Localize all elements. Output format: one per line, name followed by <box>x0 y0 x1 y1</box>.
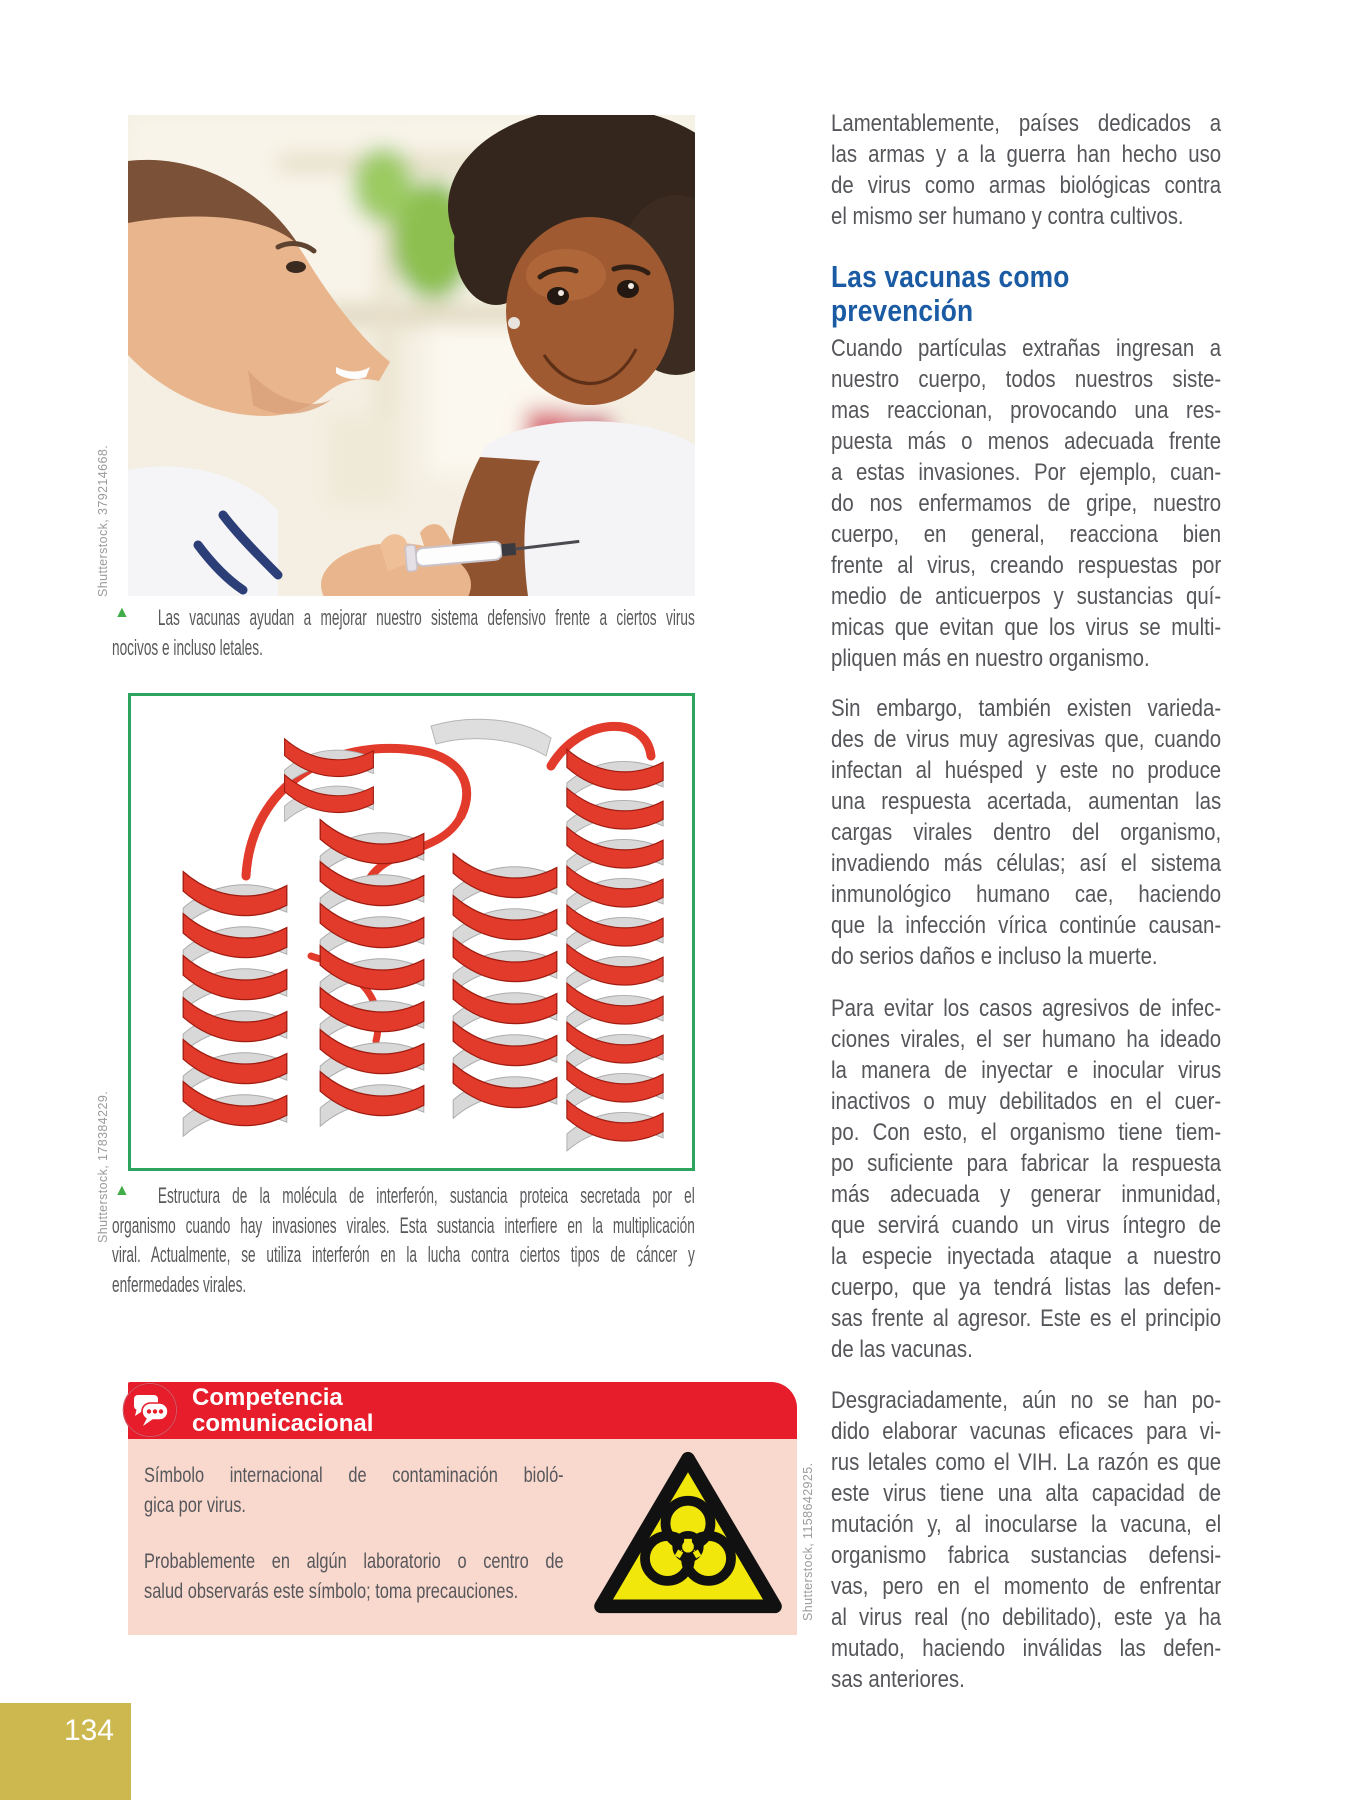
competencia-header <box>128 1382 797 1439</box>
competencia-box <box>128 1382 797 1635</box>
speech-bubbles-icon <box>122 1382 178 1438</box>
caption-marker-icon: ▲ <box>114 604 130 621</box>
biohazard-icon <box>589 1447 787 1619</box>
competencia-title <box>192 1385 373 1437</box>
caption-interferon-text: Estructura de la molécula de interferón, sustancia proteica secretada por el organismo cuando hay invasiones virales. Esta sustancia interfiere en la multiplicación viral. Actualmente, se utiliza interferón en la lucha contra ciertos tipos de cáncer y enfermedades virales. <box>112 1183 695 1297</box>
competencia-body <box>128 1439 797 1635</box>
competencia-paragraph-2: Probablemente en algún laboratorio o centro de salud observarás este símbolo; toma precauciones. <box>144 1550 564 1603</box>
photo-credit: Shutterstock, 379214668. <box>96 444 110 597</box>
vaccination-photo-figure <box>128 115 695 596</box>
footer-band <box>0 1703 131 1800</box>
interferon-figure <box>128 693 695 1171</box>
article-paragraph-2: Cuando partículas extrañas ingresan a nuestro cuerpo, todos nuestros siste- mas reaccionan, provocando una res- puesta más o menos adecuada frente a estas invasiones. Por ejemplo, cuan- do nos enfermamos de gripe, nuestro cuerpo, en general, reacciona bien frente al virus, creando respuestas por medio de anticuerpos y sustancias quí- micas que evitan que los virus se multi- pliquen más en nuestro organismo. <box>831 335 1222 672</box>
biohazard-credit: Shutterstock, 1158642925. <box>801 1462 815 1621</box>
caption-vaccine-photo-text: Las vacunas ayudan a mejorar nuestro sistema defensivo frente a ciertos virus nocivos e incluso letales. <box>112 605 695 660</box>
article-intro: Lamentablemente, países dedicados a las armas y a la guerra han hecho uso de virus como armas biológicas contra el mismo ser humano y contra cultivos. <box>831 110 1222 230</box>
caption-marker-icon: ▲ <box>114 1182 130 1199</box>
page-number: 134 <box>63 1714 114 1747</box>
article-heading-line1: Las vacunas como <box>831 259 1070 294</box>
competencia-paragraph-1: Símbolo internacional de contaminación bioló- gica por virus. <box>144 1464 564 1517</box>
article-paragraph-4: Para evitar los casos agresivos de infec- ciones virales, el ser humano ha ideado la manera de inyectar e inocular virus inactivos o muy debilitados en el cuer- po. Con esto, el organismo tiene tiem- po suficiente para fabricar la respuesta más adecuada y generar inmunidad, que servirá cuando un virus íntegro de la especie inyectada ataque a nuestro cuerpo, que ya tendrá listas las defen- sas frente al agresor. Este es el principio de las vacunas. <box>831 995 1222 1363</box>
article-heading-line2: prevención <box>831 293 974 328</box>
vaccination-photo-illustration <box>128 115 695 596</box>
molecule-credit: Shutterstock, 178384229. <box>96 1090 110 1243</box>
competencia-title-line1: Competencia <box>192 1384 343 1411</box>
article-heading <box>831 260 1221 328</box>
caption-vaccine-photo <box>112 603 697 662</box>
article-paragraph-5: Desgraciadamente, aún no se han po- dido elaborar vacunas eficaces para vi- rus letales como el VIH. La razón es que este virus tiene una alta capacidad de mutación y, al inocularse la vacuna, el organismo fabrica sustancias defensi- vas, pero en el momento de enfrentar al virus real (no debilitado), este ya ha mutado, haciendo inválidas las defen- sas anteriores. <box>831 1387 1222 1693</box>
caption-interferon <box>112 1181 697 1299</box>
article-paragraph-3: Sin embargo, también existen varieda- des de virus muy agresivas que, cuando infectan al huésped y este no produce una respuesta acertada, aumentan las cargas virales dentro del organismo, invadiendo más células; así el sistema inmunológico humano cae, haciendo que la infección vírica continúe causan- do serios daños e incluso la muerte. <box>831 695 1222 970</box>
interferon-molecule-illustration <box>131 696 692 1168</box>
competencia-title-line2: comunicacional <box>192 1410 374 1437</box>
